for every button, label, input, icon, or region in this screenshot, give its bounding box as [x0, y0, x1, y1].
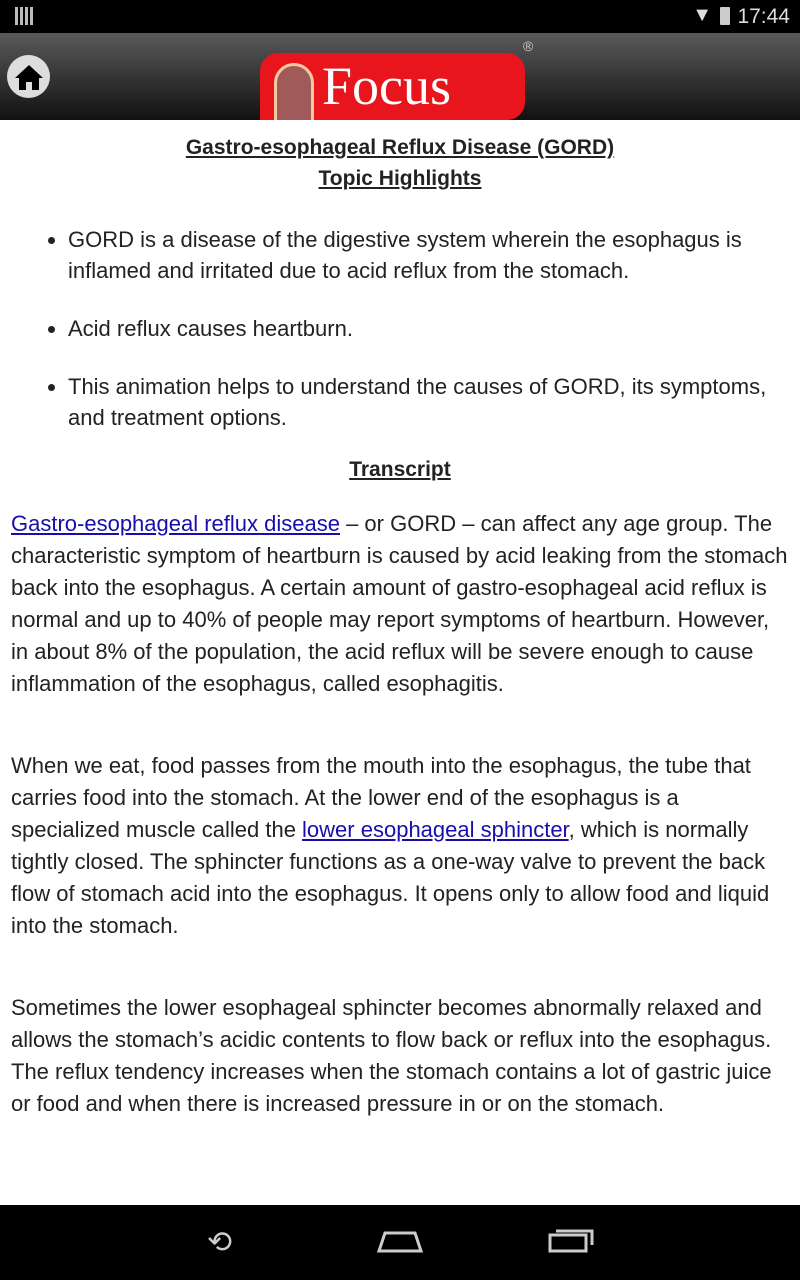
- focus-logo: [260, 53, 525, 120]
- status-bar: [0, 0, 800, 33]
- highlights-list: [0, 224, 800, 433]
- paragraph: [11, 508, 800, 700]
- paragraph: Sometimes the lower esophageal sphincter becomes abnormally relaxed and allows the stomach’s acidic contents to flow back or reflux into the esophagus. The reflux tendency increases when the stomach contains a lot of gastric juice or food and when there is increased pressure in or on the stomach.: [11, 995, 772, 1116]
- recents-button[interactable]: [548, 1227, 594, 1261]
- clock: 17:44: [737, 5, 790, 28]
- article[interactable]: [0, 120, 800, 1205]
- home-nav-button[interactable]: [375, 1227, 425, 1261]
- recents-icon: [548, 1227, 594, 1253]
- home-outline-icon: [375, 1227, 425, 1253]
- gord-link[interactable]: Gastro-esophageal reflux disease: [11, 511, 340, 536]
- transcript-heading: Transcript: [349, 458, 451, 481]
- paragraph: [11, 750, 800, 942]
- page-subtitle: Topic Highlights: [318, 167, 482, 190]
- list-item: • Acid reflux causes heartburn.: [68, 313, 800, 344]
- wifi-icon: ▼: [692, 4, 712, 26]
- page-title: Gastro-esophageal Reflux Disease (GORD): [185, 136, 615, 159]
- home-icon: [14, 63, 44, 91]
- list-item: • This animation helps to understand the causes of GORD, its symptoms, and treatment options.: [68, 371, 800, 433]
- notification-icon: [15, 7, 33, 25]
- paragraph-text: When we eat, food passes from the mouth into the esophagus, the tube that carries food into the stomach. At the lower end of the esophagus is a specialized muscle called the: [11, 753, 751, 842]
- paragraph-text: – or GORD – can affect any age group. The characteristic symptom of heartburn is caused by acid leaking from the stomach back into the esophagus. A certain amount of gastro-esophageal acid reflux is normal and up to 40% of people may report symptoms of heartburn. However, in about 8% of the population, the acid reflux will be severe enough to cause inflammation of the esophagus, called esophagitis.: [11, 511, 788, 696]
- back-button[interactable]: ⟲: [207, 1226, 233, 1259]
- navigation-bar: [0, 1205, 800, 1280]
- list-item: • GORD is a disease of the digestive system wherein the esophagus is inflamed and irritated due to acid reflux from the stomach.: [68, 224, 800, 286]
- paragraph-text: , which is normally tightly closed. The sphincter functions as a one-way valve to prevent the back flow of stomach acid into the esophagus. It opens only to allow food and liquid into the stomach.: [11, 817, 770, 938]
- les-link[interactable]: lower esophageal sphincter: [302, 817, 569, 842]
- home-button[interactable]: [7, 55, 50, 98]
- battery-icon: [720, 7, 730, 25]
- registered-mark: ®: [523, 38, 534, 54]
- app-header: [0, 33, 800, 120]
- head-silhouette-icon: [274, 63, 314, 120]
- logo-text: Focus: [322, 56, 452, 116]
